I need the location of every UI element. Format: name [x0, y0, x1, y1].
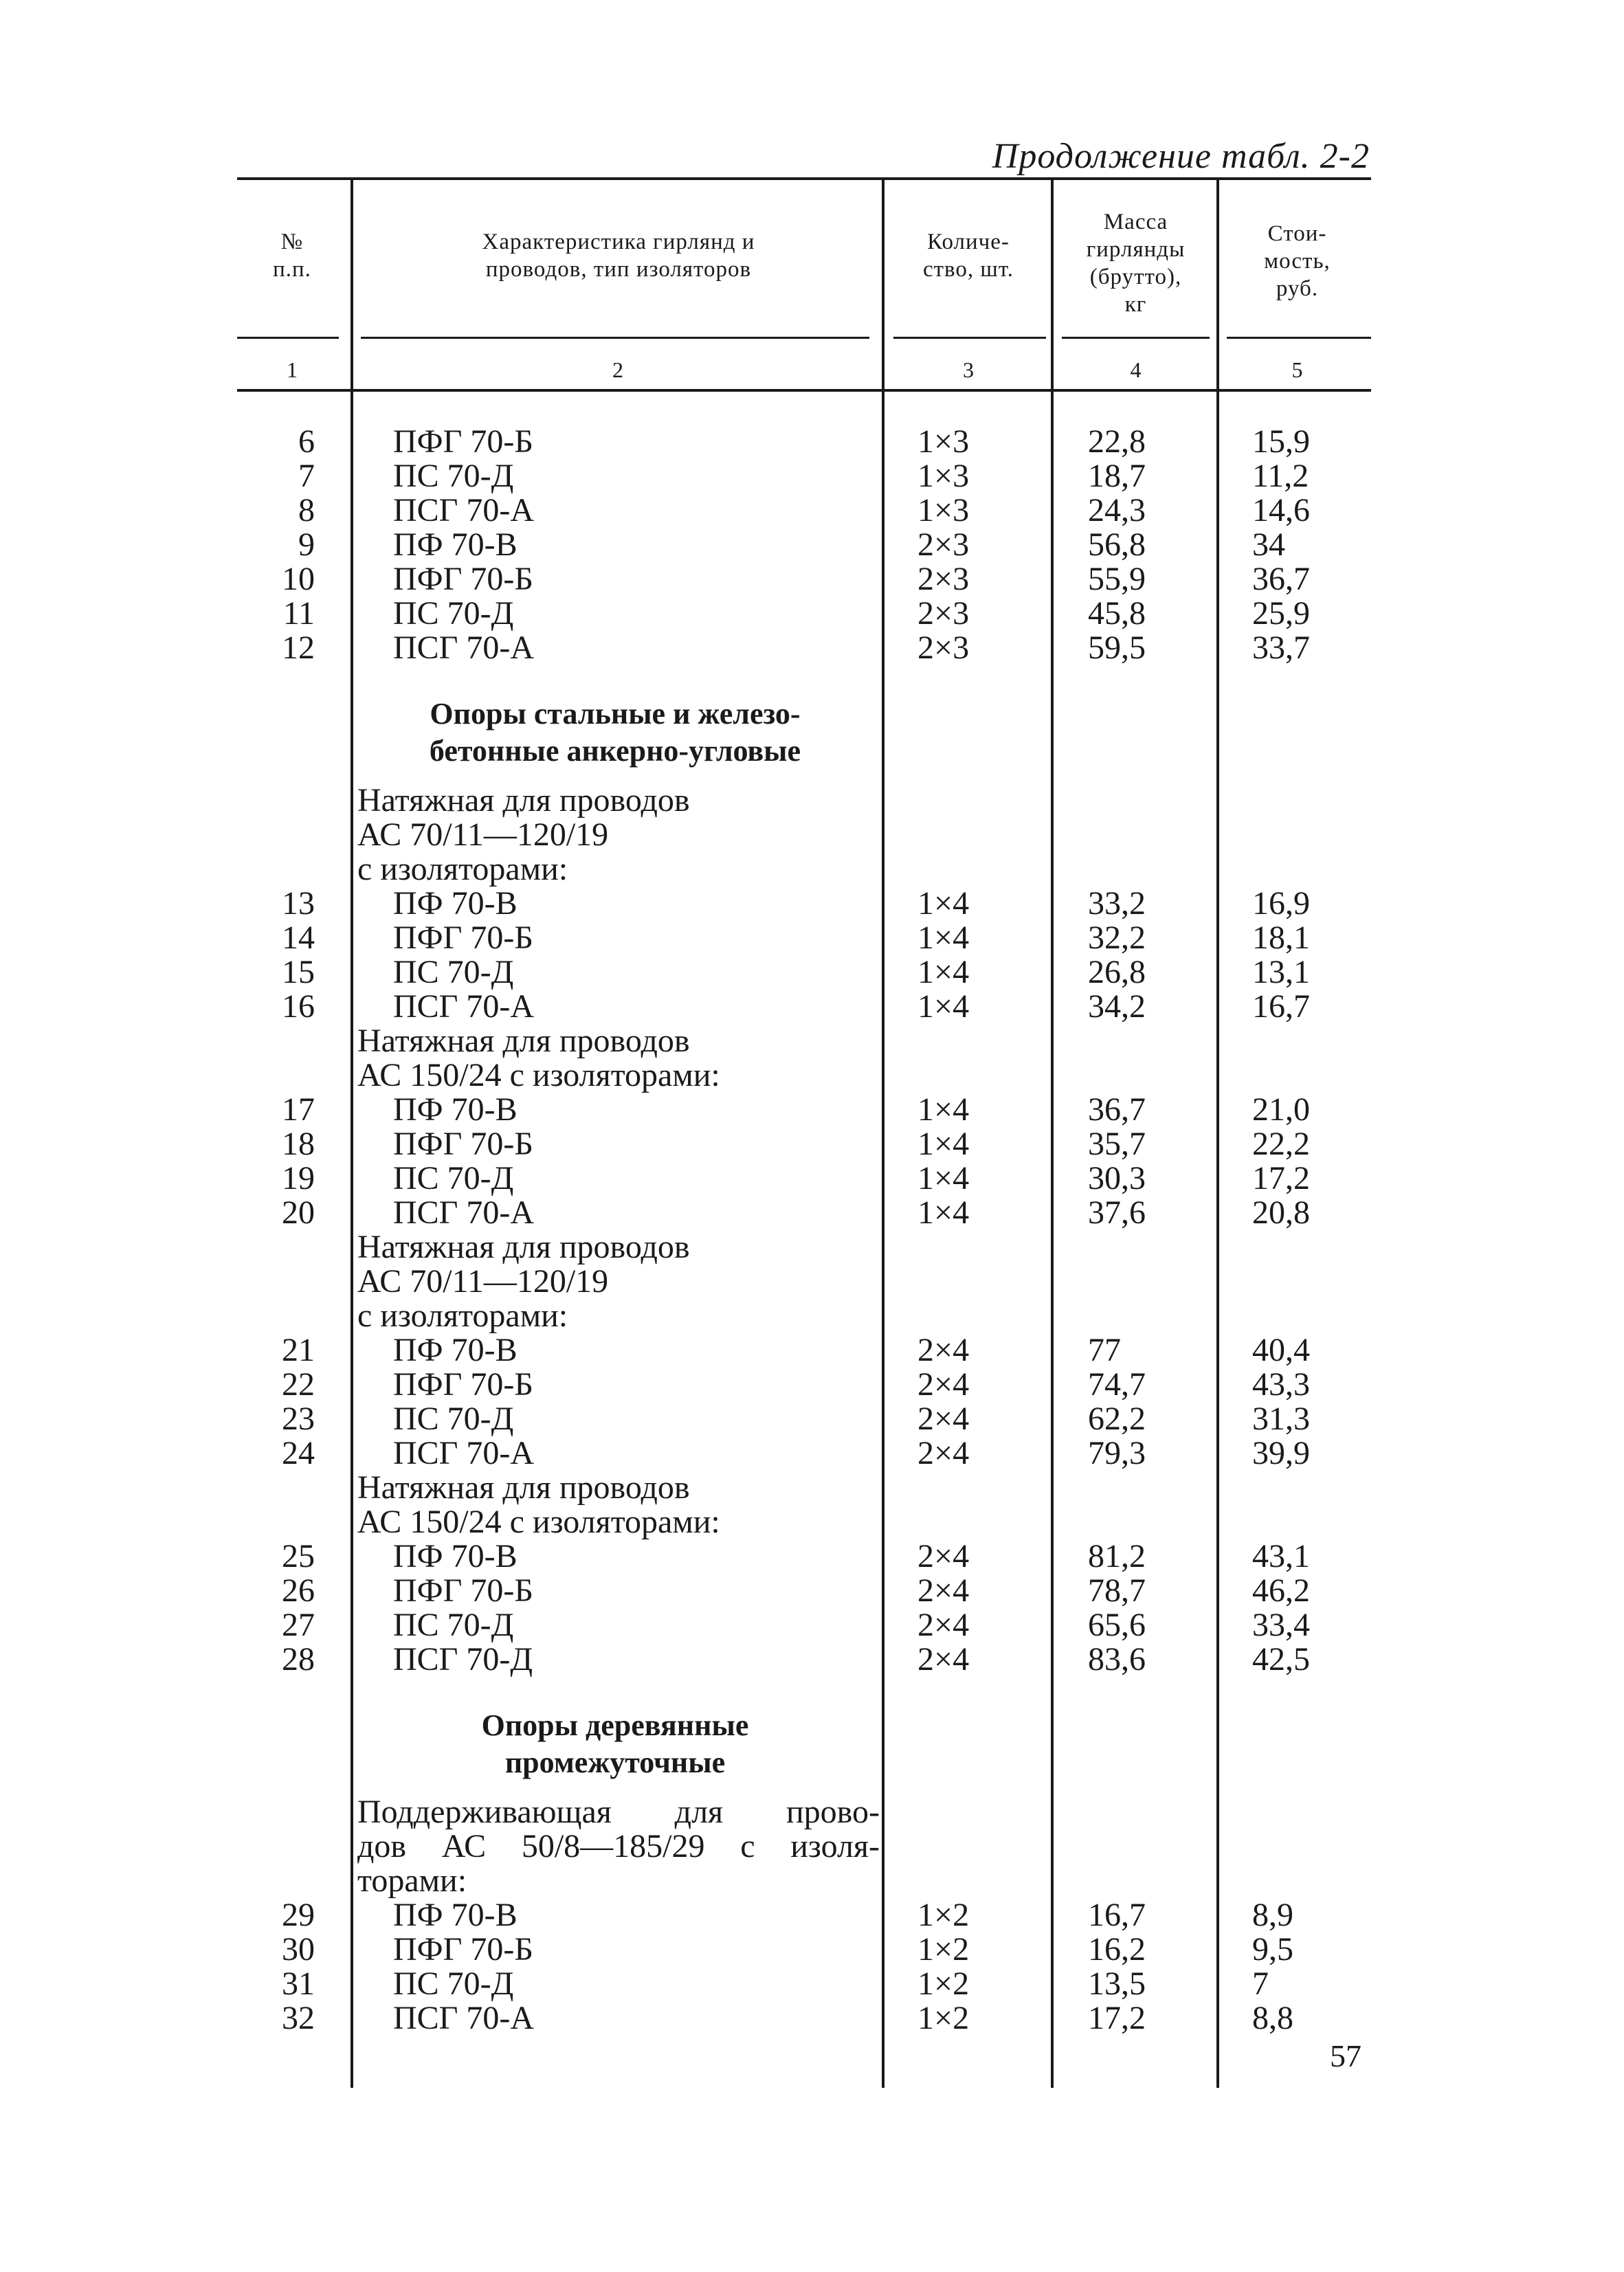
insulator-type: ПС 70-Д — [393, 458, 514, 494]
row-number: 22 — [282, 1366, 315, 1403]
row-number: 28 — [282, 1641, 315, 1678]
table-row — [0, 1539, 1624, 1574]
mass-kg: 24,3 — [1088, 492, 1146, 528]
row-group-f — [0, 1898, 1624, 2036]
table-row — [0, 631, 1624, 665]
mass-kg: 34,2 — [1088, 988, 1146, 1025]
insulator-type: ПФ 70-В — [393, 1538, 518, 1574]
group-label: Натяжная для проводов АС 150/24 с изоляторами: — [357, 1469, 720, 1540]
quantity: 2×4 — [917, 1401, 970, 1437]
cost-rub: 46,2 — [1252, 1572, 1310, 1609]
row-number: 11 — [282, 595, 315, 632]
table-row — [0, 1967, 1624, 2001]
insulator-type: ПС 70-Д — [393, 1965, 514, 2002]
header-characteristics: Характеристика гирлянд и проводов, тип изоляторов — [482, 230, 755, 282]
insulator-type: ПСГ 70-А — [393, 630, 535, 666]
row-number: 27 — [282, 1607, 315, 1643]
quantity: 1×2 — [917, 2000, 970, 2036]
row-group-a — [0, 425, 1624, 665]
table-row — [0, 1127, 1624, 1161]
insulator-type: ПСГ 70-А — [393, 988, 535, 1025]
section-heading-wooden-intermediate: Опоры деревянные промежуточные — [481, 1708, 749, 1779]
row-number: 26 — [282, 1572, 315, 1609]
mass-kg: 74,7 — [1088, 1366, 1146, 1403]
table-row — [0, 1642, 1624, 1677]
header-number: № п.п. — [273, 230, 311, 282]
column-number-4: 4 — [1130, 357, 1142, 382]
row-number: 17 — [282, 1091, 315, 1128]
quantity: 1×4 — [917, 885, 970, 922]
table-row — [0, 562, 1624, 597]
row-number: 13 — [282, 885, 315, 922]
row-number: 7 — [298, 458, 315, 494]
row-number: 18 — [282, 1126, 315, 1162]
insulator-type: ПФ 70-В — [393, 526, 518, 563]
insulator-type: ПФГ 70-Б — [393, 1366, 533, 1403]
group-label: Натяжная для проводов АС 70/11—120/19 с изоляторами: — [357, 782, 690, 887]
mass-kg: 62,2 — [1088, 1401, 1146, 1437]
header-rule-3 — [893, 337, 1046, 339]
table-row — [0, 1933, 1624, 1967]
insulator-type: ПФГ 70-Б — [393, 920, 533, 956]
mass-kg: 77 — [1088, 1332, 1121, 1368]
column-number-2: 2 — [612, 357, 623, 382]
table-row — [0, 1436, 1624, 1471]
cost-rub: 14,6 — [1252, 492, 1310, 528]
insulator-type: ПС 70-Д — [393, 1160, 514, 1196]
mass-kg: 83,6 — [1088, 1641, 1146, 1678]
quantity: 2×3 — [917, 595, 970, 632]
row-number: 31 — [282, 1965, 315, 2002]
column-number-1: 1 — [287, 357, 298, 382]
cost-rub: 13,1 — [1252, 954, 1310, 990]
quantity: 1×4 — [917, 988, 970, 1025]
mass-kg: 26,8 — [1088, 954, 1146, 990]
row-number: 6 — [298, 423, 315, 460]
insulator-type: ПС 70-Д — [393, 1401, 514, 1437]
table-row — [0, 887, 1624, 921]
mass-kg: 78,7 — [1088, 1572, 1146, 1609]
row-number: 10 — [282, 561, 315, 597]
column-number-rule — [237, 389, 1371, 392]
table-row — [0, 990, 1624, 1024]
cost-rub: 40,4 — [1252, 1332, 1310, 1368]
insulator-type: ПФГ 70-Б — [393, 1126, 533, 1162]
mass-kg: 45,8 — [1088, 595, 1146, 632]
header-rule-1 — [237, 337, 339, 339]
mass-kg: 37,6 — [1088, 1194, 1146, 1231]
cost-rub: 33,4 — [1252, 1607, 1310, 1643]
cost-rub: 20,8 — [1252, 1194, 1310, 1231]
table-row — [0, 921, 1624, 955]
quantity: 2×4 — [917, 1366, 970, 1403]
table-row — [0, 1093, 1624, 1127]
row-number: 25 — [282, 1538, 315, 1574]
table-row — [0, 1368, 1624, 1402]
cost-rub: 17,2 — [1252, 1160, 1310, 1196]
cost-rub: 18,1 — [1252, 920, 1310, 956]
quantity: 1×3 — [917, 423, 970, 460]
group-label: Поддерживающая для прово- дов АС 50/8—185/29 с изоля- торами: — [357, 1794, 880, 1899]
header-cost: Стои- мость, руб. — [1264, 221, 1331, 301]
mass-kg: 22,8 — [1088, 423, 1146, 460]
row-number: 12 — [282, 630, 315, 666]
insulator-type: ПФ 70-В — [393, 1332, 518, 1368]
quantity: 2×4 — [917, 1572, 970, 1609]
insulator-type: ПСГ 70-А — [393, 492, 535, 528]
header-quantity: Количе- ство, шт. — [922, 230, 1014, 282]
mass-kg: 16,2 — [1088, 1931, 1146, 1968]
mass-kg: 65,6 — [1088, 1607, 1146, 1643]
row-number: 19 — [282, 1160, 315, 1196]
insulator-type: ПФГ 70-Б — [393, 1572, 533, 1609]
mass-kg: 32,2 — [1088, 920, 1146, 956]
table-row — [0, 2001, 1624, 2036]
cost-rub: 25,9 — [1252, 595, 1310, 632]
mass-kg: 18,7 — [1088, 458, 1146, 494]
row-number: 14 — [282, 920, 315, 956]
mass-kg: 59,5 — [1088, 630, 1146, 666]
cost-rub: 39,9 — [1252, 1435, 1310, 1471]
mass-kg: 30,3 — [1088, 1160, 1146, 1196]
cost-rub: 43,3 — [1252, 1366, 1310, 1403]
insulator-type: ПФГ 70-Б — [393, 1931, 533, 1968]
insulator-type: ПС 70-Д — [393, 1607, 514, 1643]
mass-kg: 35,7 — [1088, 1126, 1146, 1162]
mass-kg: 55,9 — [1088, 561, 1146, 597]
quantity: 2×4 — [917, 1538, 970, 1574]
row-number: 29 — [282, 1897, 315, 1933]
quantity: 1×3 — [917, 458, 970, 494]
quantity: 1×4 — [917, 954, 970, 990]
insulator-type: ПФ 70-В — [393, 1091, 518, 1128]
cost-rub: 8,8 — [1252, 2000, 1293, 2036]
table-row — [0, 597, 1624, 631]
row-number: 32 — [282, 2000, 315, 2036]
quantity: 2×3 — [917, 526, 970, 563]
table-row — [0, 1161, 1624, 1196]
quantity: 1×4 — [917, 920, 970, 956]
mass-kg: 13,5 — [1088, 1965, 1146, 2002]
quantity: 2×4 — [917, 1332, 970, 1368]
row-number: 16 — [282, 988, 315, 1025]
table-top-rule — [237, 177, 1371, 180]
header-rule-2 — [361, 337, 869, 339]
cost-rub: 22,2 — [1252, 1126, 1310, 1162]
mass-kg: 56,8 — [1088, 526, 1146, 563]
row-number: 23 — [282, 1401, 315, 1437]
row-group-c — [0, 1093, 1624, 1230]
cost-rub: 21,0 — [1252, 1091, 1310, 1128]
row-number: 21 — [282, 1332, 315, 1368]
table-row — [0, 1574, 1624, 1608]
cost-rub: 7 — [1252, 1965, 1269, 2002]
quantity: 1×2 — [917, 1965, 970, 2002]
quantity: 1×4 — [917, 1091, 970, 1128]
group-label: Натяжная для проводов АС 70/11—120/19 с изоляторами: — [357, 1229, 690, 1334]
cost-rub: 31,3 — [1252, 1401, 1310, 1437]
row-number: 30 — [282, 1931, 315, 1968]
insulator-type: ПС 70-Д — [393, 954, 514, 990]
group-label: Натяжная для проводов АС 150/24 с изоляторами: — [357, 1023, 720, 1093]
column-number-3: 3 — [963, 357, 974, 382]
section-heading-steel-anchor: Опоры стальные и железо- бетонные анкерно-угловые — [429, 697, 801, 768]
cost-rub: 16,9 — [1252, 885, 1310, 922]
table-caption: Продолжение табл. 2-2 — [992, 137, 1370, 176]
cost-rub: 9,5 — [1252, 1931, 1293, 1968]
quantity: 2×4 — [917, 1435, 970, 1471]
insulator-type: ПФГ 70-Б — [393, 561, 533, 597]
column-number-5: 5 — [1291, 357, 1303, 382]
insulator-type: ПСГ 70-Д — [393, 1641, 533, 1678]
quantity: 2×4 — [917, 1607, 970, 1643]
table-row — [0, 493, 1624, 528]
cost-rub: 42,5 — [1252, 1641, 1310, 1678]
row-group-b — [0, 887, 1624, 1024]
row-number: 8 — [298, 492, 315, 528]
header-rule-4 — [1062, 337, 1210, 339]
row-group-d — [0, 1333, 1624, 1471]
page-number: 57 — [1330, 2038, 1361, 2073]
cost-rub: 36,7 — [1252, 561, 1310, 597]
row-number: 24 — [282, 1435, 315, 1471]
insulator-type: ПСГ 70-А — [393, 2000, 535, 2036]
cost-rub: 11,2 — [1252, 458, 1309, 494]
mass-kg: 81,2 — [1088, 1538, 1146, 1574]
insulator-type: ПФ 70-В — [393, 1897, 518, 1933]
table-row — [0, 1402, 1624, 1436]
quantity: 1×4 — [917, 1194, 970, 1231]
insulator-type: ПСГ 70-А — [393, 1435, 535, 1471]
table-row — [0, 955, 1624, 990]
cost-rub: 16,7 — [1252, 988, 1310, 1025]
cost-rub: 8,9 — [1252, 1897, 1293, 1933]
row-number: 9 — [298, 526, 315, 563]
table-row — [0, 1196, 1624, 1230]
quantity: 1×3 — [917, 492, 970, 528]
insulator-type: ПС 70-Д — [393, 595, 514, 632]
mass-kg: 16,7 — [1088, 1897, 1146, 1933]
quantity: 2×3 — [917, 561, 970, 597]
mass-kg: 33,2 — [1088, 885, 1146, 922]
quantity: 2×3 — [917, 630, 970, 666]
table-row — [0, 528, 1624, 562]
table-row — [0, 459, 1624, 493]
table-row — [0, 425, 1624, 459]
cost-rub: 33,7 — [1252, 630, 1310, 666]
table-row — [0, 1898, 1624, 1933]
quantity: 1×2 — [917, 1931, 970, 1968]
header-rule-5 — [1227, 337, 1371, 339]
mass-kg: 79,3 — [1088, 1435, 1146, 1471]
quantity: 1×4 — [917, 1160, 970, 1196]
mass-kg: 17,2 — [1088, 2000, 1146, 2036]
insulator-type: ПСГ 70-А — [393, 1194, 535, 1231]
insulator-type: ПФ 70-В — [393, 885, 518, 922]
row-number: 20 — [282, 1194, 315, 1231]
row-group-e — [0, 1539, 1624, 1677]
table-body — [0, 425, 1624, 2036]
table-row — [0, 1333, 1624, 1368]
cost-rub: 34 — [1252, 526, 1285, 563]
insulator-type: ПФГ 70-Б — [393, 423, 533, 460]
quantity: 1×4 — [917, 1126, 970, 1162]
mass-kg: 36,7 — [1088, 1091, 1146, 1128]
table-row — [0, 1608, 1624, 1642]
cost-rub: 43,1 — [1252, 1538, 1310, 1574]
row-number: 15 — [282, 954, 315, 990]
quantity: 2×4 — [917, 1641, 970, 1678]
cost-rub: 15,9 — [1252, 423, 1310, 460]
quantity: 1×2 — [917, 1897, 970, 1933]
header-mass: Масса гирлянды (брутто), кг — [1086, 210, 1186, 317]
